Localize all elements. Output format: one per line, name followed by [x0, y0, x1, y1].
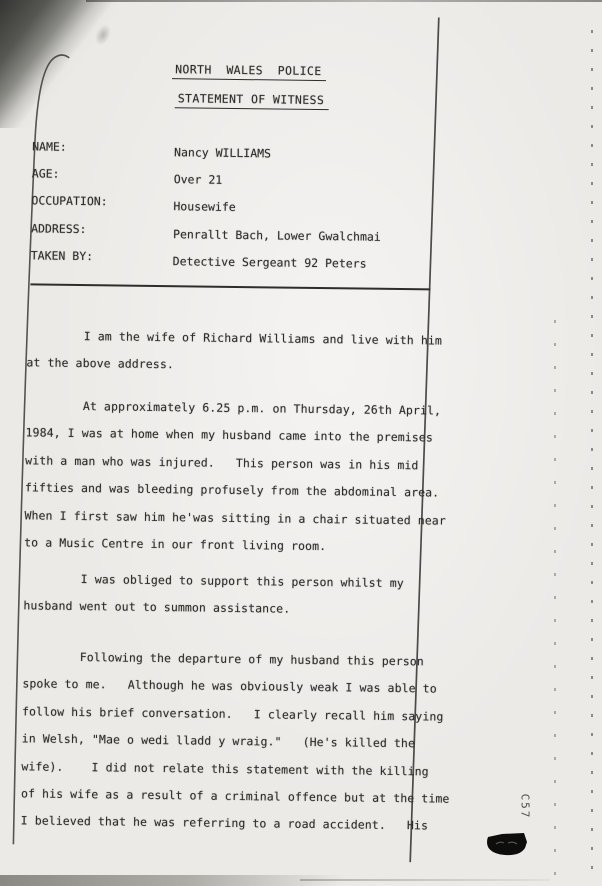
statement-paragraph-2	[24, 392, 447, 562]
police-force-title: NORTH WALES POLICE	[172, 62, 327, 81]
statement-line: 1984, I was at home when my husband came into the premises	[25, 425, 433, 445]
statement-line: wife). I did not relate this statement with the killing	[21, 758, 429, 778]
statement-line: with a man who was injured. This person was in his mid	[25, 453, 419, 473]
statement-line: At approximately 6.25 p.m. on Thursday, 26th April,	[82, 399, 442, 418]
statement-line: in Welsh, "Mae o wedi lladd y wraig." (He's killed the	[21, 731, 416, 751]
field-age-label: AGE:	[31, 166, 60, 181]
statement-line: of his wife as a result of a criminal offence but at the time	[20, 786, 450, 806]
statement-paragraph-4	[21, 643, 452, 840]
field-name-value: Nancy WILLIAMS	[174, 145, 272, 161]
statement-line: follow his brief conversation. I clearly recall him saying	[21, 704, 444, 724]
field-taken-by-label: TAKEN BY:	[30, 248, 94, 264]
field-age-value: Over 21	[173, 172, 223, 187]
statement-line: spoke to me. Although he was obviously weak I was able to	[22, 676, 437, 696]
statement-line: fifties and was bleeding profusely from the abdominal area.	[24, 480, 440, 500]
field-address-value: Penrallt Bach, Lower Gwalchmai	[172, 227, 381, 244]
field-name	[32, 139, 272, 161]
statement-line: I believed that he was referring to a road accident. His	[20, 813, 429, 833]
statement-line: at the above address.	[26, 355, 175, 372]
statement-paragraph-3	[23, 565, 404, 625]
field-occupation	[31, 193, 236, 214]
form-title: STATEMENT OF WITNESS	[175, 91, 330, 110]
field-address-label: ADDRESS:	[31, 221, 87, 237]
statement-line: husband went out to summon assistance.	[23, 598, 291, 617]
statement-line: When I first saw him he'was sitting in a chair situated near	[24, 507, 447, 528]
statement-line: I was obliged to support this person whilst my	[80, 572, 404, 591]
field-occupation-label: OCCUPATION:	[31, 193, 108, 209]
statement-line: Following the departure of my husband this person	[79, 650, 424, 669]
ink-stamp-mark	[484, 830, 530, 860]
field-taken-by	[30, 248, 367, 271]
header-separator-rule	[30, 284, 430, 289]
field-name-label: NAME:	[32, 139, 67, 154]
field-address	[31, 221, 381, 244]
field-taken-by-value: Detective Sergeant 92 Peters	[172, 254, 367, 271]
field-age	[31, 166, 223, 187]
field-occupation-value: Housewife	[173, 199, 236, 214]
statement-line: I am the wife of Richard Williams and live with him	[83, 329, 443, 348]
archive-file-mark: C57	[518, 793, 532, 820]
statement-paragraph-1	[26, 322, 442, 382]
statement-line: to a Music Centre in our front living room.	[24, 535, 327, 554]
